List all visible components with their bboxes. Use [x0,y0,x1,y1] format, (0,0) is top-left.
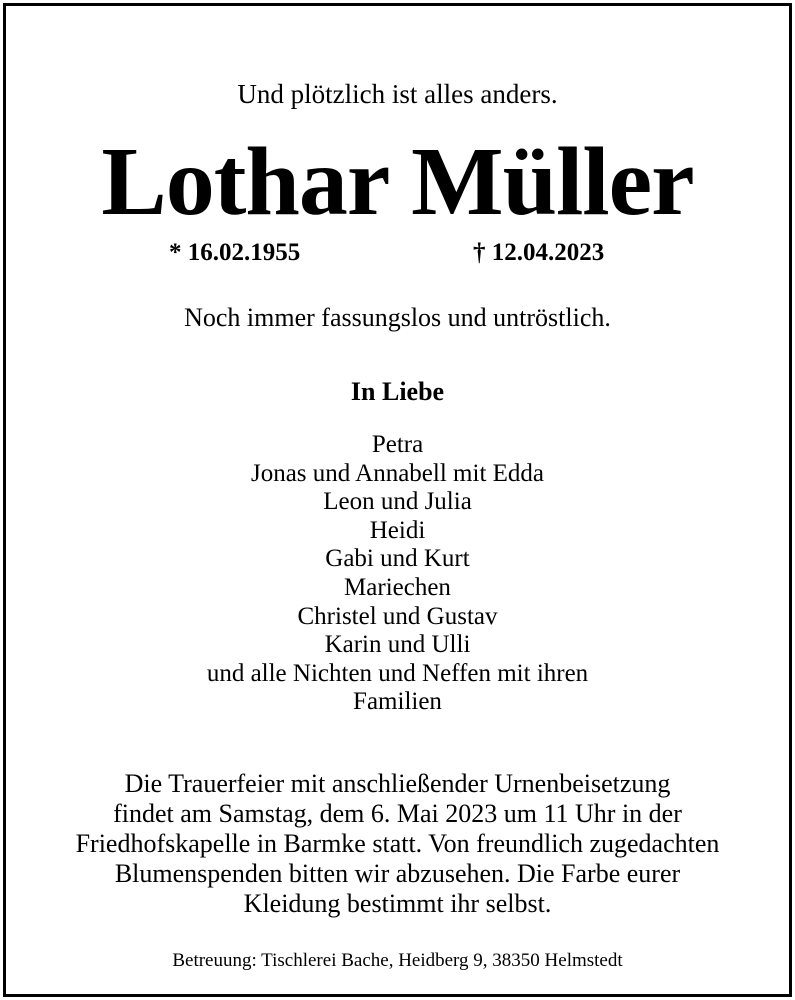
death-date: † 12.04.2023 [473,239,605,266]
service-line: findet am Samstag, dem 6. Mai 2023 um 11 Uhr in der [113,799,682,828]
service-information [6,769,789,919]
obituary-notice [3,3,792,997]
funeral-home-credit: Betreuung: Tischlerei Bache, Heidberg 9, 38350 Helmstedt [172,950,623,971]
mourner-line: Christel und Gustav [297,602,498,630]
deceased-name: Lothar Müller [101,128,694,236]
subline-text: Noch immer fassungslos und untröstlich. [184,303,611,332]
service-line: Blumenspenden bitten wir abzusehen. Die Farbe eurer [114,859,681,888]
service-line: Friedhofskapelle in Barmke statt. Von freundlich zugedachten [75,829,720,858]
mourner-line: Gabi und Kurt [325,545,470,573]
mourner-line: Heidi [369,516,426,544]
service-line: Kleidung bestimmt ihr selbst. [243,889,552,918]
mourner-line: Leon und Julia [323,488,472,516]
mourner-line: und alle Nichten und Neffen mit ihren [206,659,589,687]
intro-text: Und plötzlich ist alles anders. [237,79,558,109]
mourner-line: Mariechen [344,573,451,601]
mourner-line: Petra [371,431,424,458]
service-line: Die Trauerfeier mit anschließender Urnenbeisetzung [124,769,671,798]
mourner-line: Karin und Ulli [324,631,471,659]
in-love-heading: In Liebe [350,377,445,406]
mourner-line: Familien [353,688,442,716]
birth-date: * 16.02.1955 [169,239,301,266]
mourners-list [6,431,789,717]
mourner-line: Jonas und Annabell mit Edda [250,459,545,487]
